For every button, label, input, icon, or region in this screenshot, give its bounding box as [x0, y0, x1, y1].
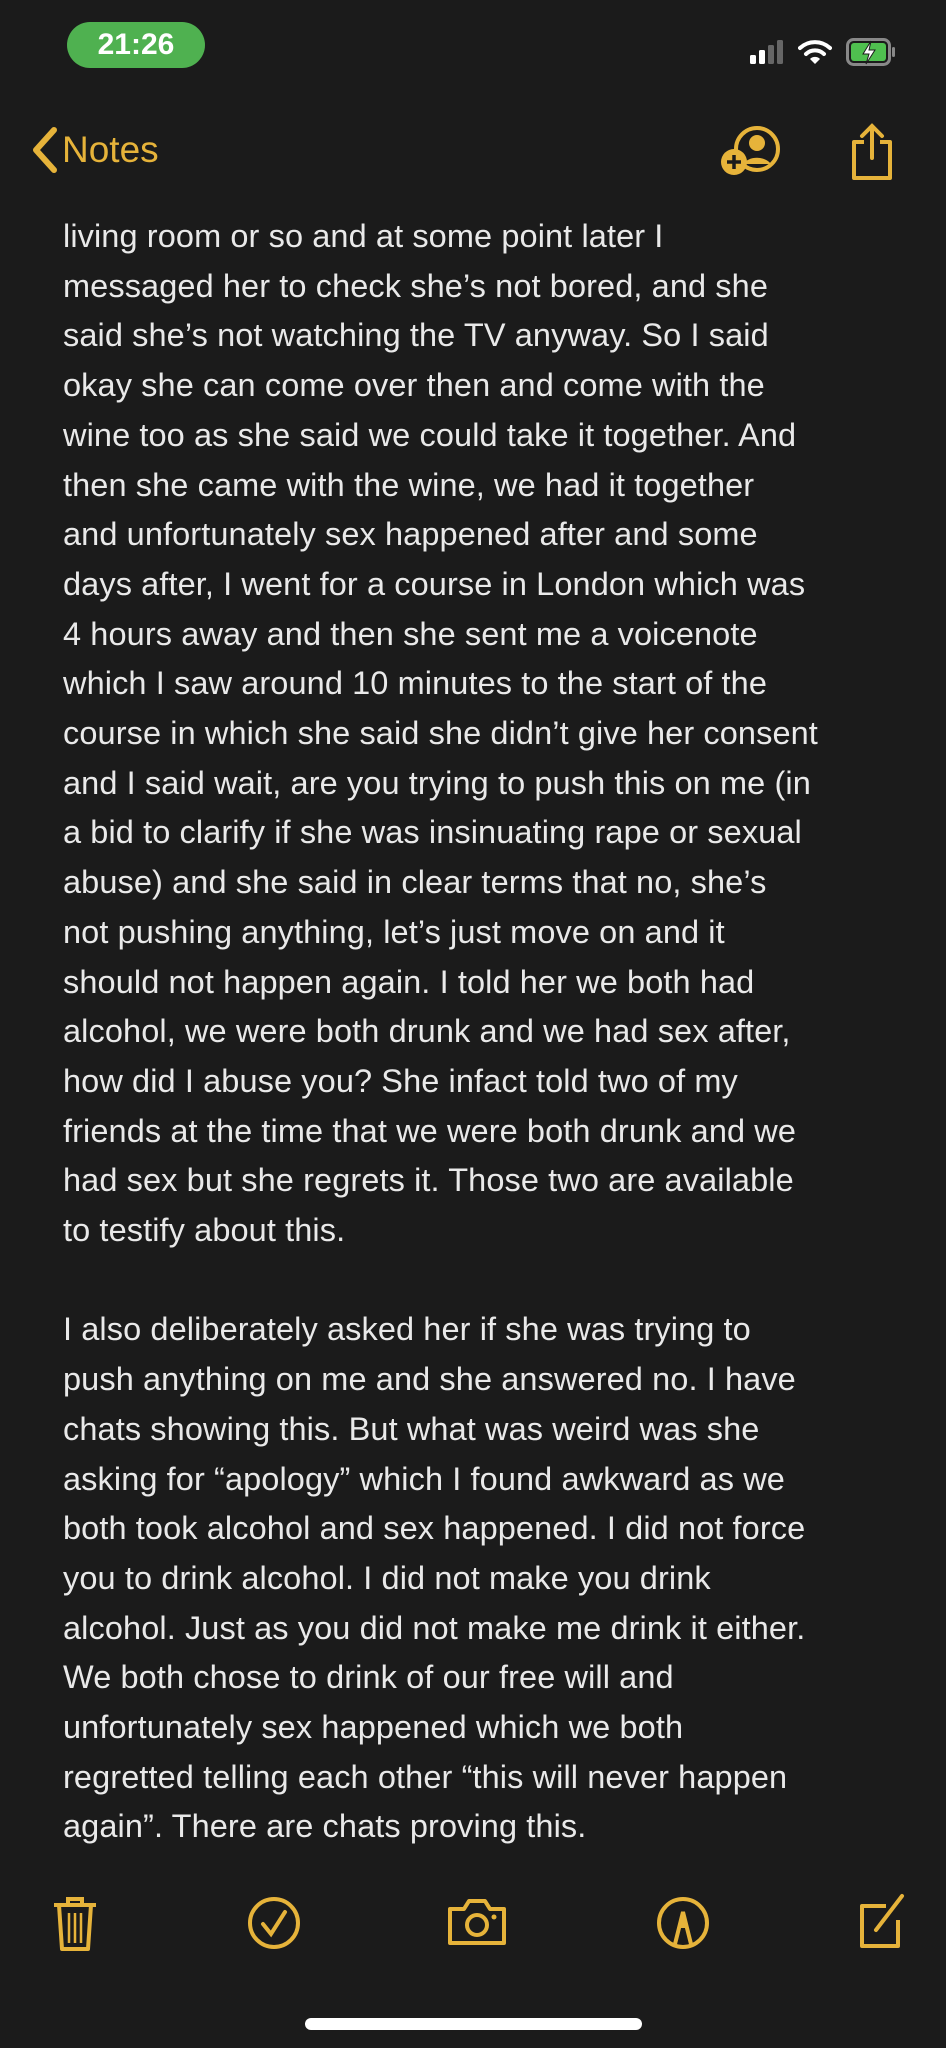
note-line: again”. There are chats proving this. — [63, 1808, 587, 1845]
note-line: a bid to clarify if she was insinuating rape or sexual — [63, 814, 802, 851]
note-line: We both chose to drink of our free will and — [63, 1659, 674, 1696]
note-line: alcohol. Just as you did not make me drink it either. — [63, 1609, 806, 1646]
note-line: to testify about this. — [63, 1212, 346, 1249]
markup-icon[interactable] — [656, 1896, 710, 1950]
note-line: abuse) and she said in clear terms that no, she’s — [63, 864, 767, 901]
note-line: you to drink alcohol. I did not make you drink — [63, 1559, 711, 1596]
note-line: which I saw around 10 minutes to the start of the — [63, 665, 768, 702]
chevron-left-icon — [28, 125, 62, 175]
home-indicator[interactable] — [305, 2018, 642, 2030]
wifi-icon — [798, 39, 832, 65]
add-person-icon[interactable] — [718, 122, 784, 180]
bottom-toolbar — [0, 1895, 946, 1949]
note-line: living room or so and at some point later I — [63, 218, 664, 254]
note-blank-line — [63, 1256, 923, 1306]
note-line: I also deliberately asked her if she was trying to — [63, 1311, 751, 1348]
note-line: how did I abuse you? She infact told two of my — [63, 1062, 738, 1099]
note-line: unfortunately sex happened which we both — [63, 1709, 684, 1746]
note-line: and unfortunately sex happened after and some — [63, 516, 758, 553]
note-line: chats showing this. But what was weird was she — [63, 1410, 760, 1447]
note-line: regretted telling each other “this will never happen — [63, 1758, 788, 1795]
battery-charging-icon — [846, 38, 896, 66]
note-line: course in which she said she didn’t give her consent — [63, 715, 818, 752]
trash-icon[interactable] — [50, 1895, 100, 1951]
note-line: friends at the time that we were both drunk and we — [63, 1112, 797, 1149]
status-time: 21:26 — [67, 22, 205, 68]
note-line: days after, I went for a course in London which was — [63, 565, 806, 602]
back-label: Notes — [62, 129, 159, 170]
note-line: both took alcohol and sex happened. I did not force — [63, 1510, 806, 1547]
back-button[interactable] — [28, 125, 159, 175]
note-line: messaged her to check she’s not bored, and she — [63, 267, 768, 304]
camera-icon[interactable] — [447, 1895, 507, 1947]
note-line: said she’s not watching the TV anyway. So I said — [63, 317, 769, 354]
checklist-icon[interactable] — [247, 1896, 301, 1950]
signal-icon — [750, 40, 784, 64]
note-line: should not happen again. I told her we both had — [63, 963, 755, 1000]
share-icon[interactable] — [848, 122, 896, 182]
note-line: then she came with the wine, we had it together — [63, 466, 755, 503]
compose-icon[interactable] — [856, 1892, 908, 1950]
status-icons — [750, 38, 896, 66]
note-line: had sex but she regrets it. Those two are available — [63, 1162, 794, 1199]
note-line: push anything on me and she answered no. I have — [63, 1361, 796, 1398]
note-line: wine too as she said we could take it together. And — [63, 416, 797, 453]
note-line: alcohol, we were both drunk and we had sex after, — [63, 1013, 791, 1050]
note-body[interactable] — [63, 212, 923, 1852]
note-line: and I said wait, are you trying to push this on me (in — [63, 764, 811, 801]
note-line: okay she can come over then and come with the — [63, 367, 765, 404]
note-line: 4 hours away and then she sent me a voicenote — [63, 615, 758, 652]
note-line: not pushing anything, let’s just move on and it — [63, 913, 725, 950]
note-line: asking for “apology” which I found awkward as we — [63, 1460, 785, 1497]
